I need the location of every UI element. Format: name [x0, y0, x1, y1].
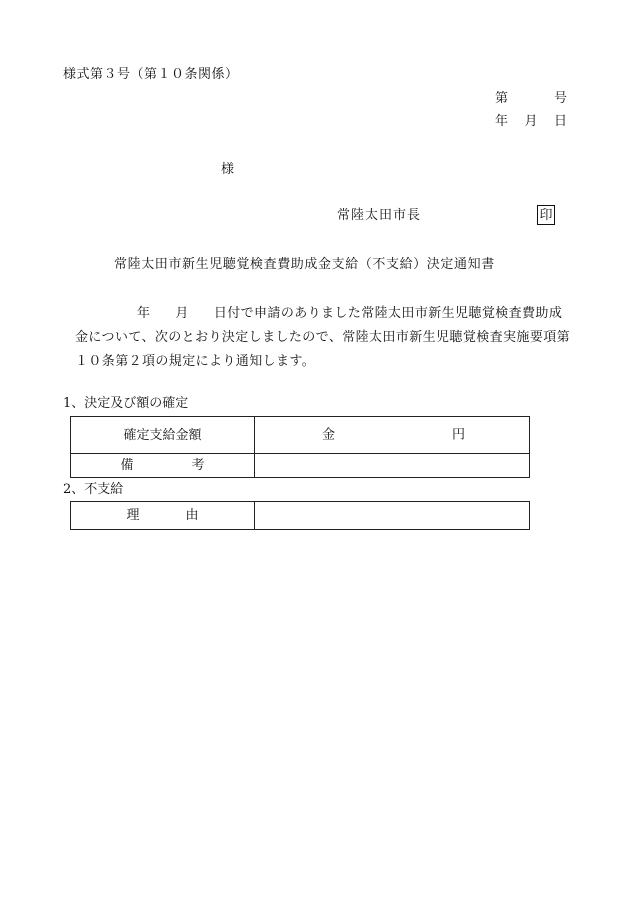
non-payment-table — [70, 501, 530, 530]
decision-table — [70, 416, 530, 478]
form-number-label: 様式第３号（第１０条関係） — [63, 67, 239, 82]
confirmed-amount-cell — [255, 417, 530, 454]
remarks-value — [255, 454, 530, 478]
table-row — [71, 502, 530, 530]
body-line-1 — [75, 302, 575, 326]
document-number — [495, 92, 567, 105]
amount-unit: 円 — [452, 427, 466, 443]
remarks-label-b: 考 — [191, 458, 205, 473]
body-month: 月 — [175, 306, 189, 321]
remarks-label — [71, 454, 255, 478]
section-2-heading: 2、不支給 — [63, 482, 124, 497]
remarks-label-a: 備 — [120, 458, 134, 473]
seal-label: 印 — [539, 207, 553, 223]
date-month: 月 — [524, 114, 538, 129]
amount-prefix: 金 — [322, 427, 336, 443]
seal-box — [537, 205, 555, 225]
confirmed-amount-label: 確定支給金額 — [71, 417, 255, 454]
body-line-2: 金について、次のとおり決定しましたので、常陸太田市新生児聴覚検査実施要項第 — [75, 330, 571, 345]
date-day: 日 — [553, 114, 567, 129]
sender-title: 常陸太田市長 — [337, 208, 422, 223]
reason-label-b: 由 — [185, 508, 199, 523]
date-year: 年 — [495, 114, 509, 129]
document-date — [495, 115, 567, 128]
reason-label — [71, 502, 255, 530]
document-body — [75, 302, 575, 374]
body-line-1-rest: 日付で申請のありました常陸太田市新生児聴覚検査費助成 — [213, 306, 563, 321]
document-title: 常陸太田市新生児聴覚検査費助成金支給（不支給）決定通知書 — [114, 257, 495, 272]
body-line-3: １０条第２項の規定により通知します。 — [75, 354, 316, 369]
table-row — [71, 454, 530, 478]
section-1-heading: 1、決定及び額の確定 — [63, 396, 189, 411]
table-row — [71, 417, 530, 454]
number-prefix: 第 — [495, 91, 509, 106]
reason-label-a: 理 — [126, 508, 140, 523]
number-suffix: 号 — [553, 91, 567, 106]
body-year: 年 — [137, 306, 151, 321]
reason-value — [255, 502, 530, 530]
addressee-honorific: 様 — [221, 162, 235, 177]
